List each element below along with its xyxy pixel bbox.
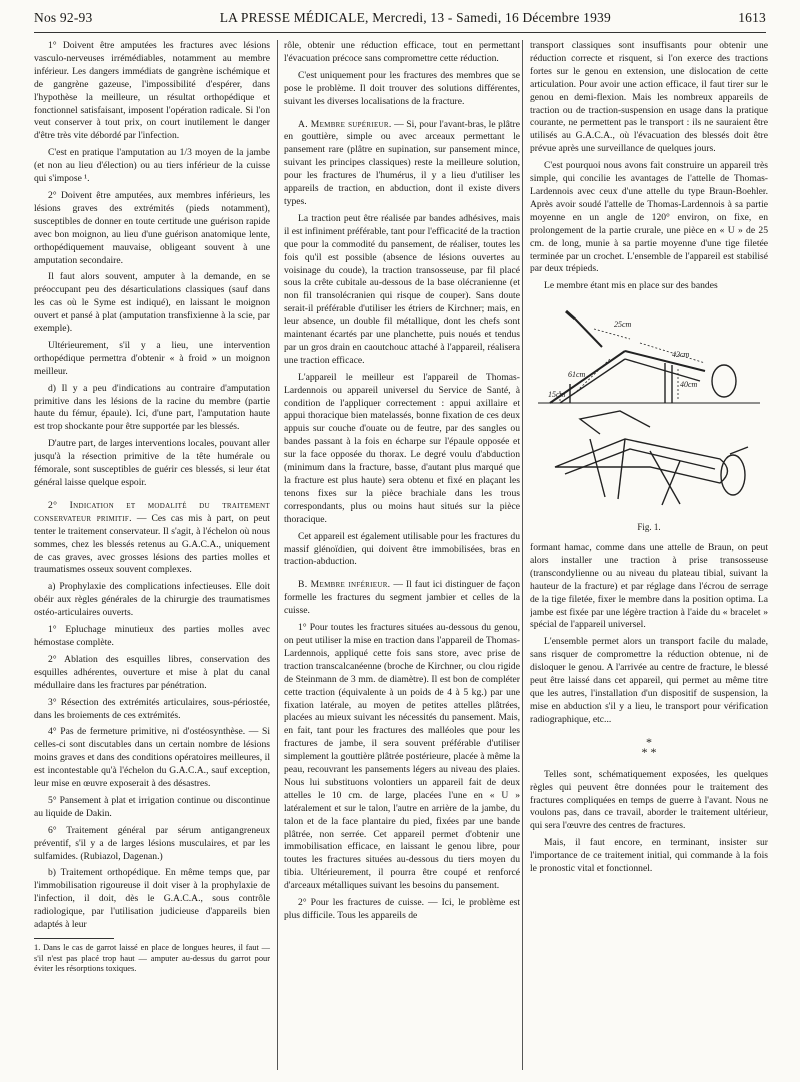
paragraph: C'est uniquement pour les fractures des membres que se pose le problème. Il doit trouver des solutions différentes, suivant les diverses localisations de la fracture. [284, 69, 520, 107]
paragraph: C'est pourquoi nous avons fait construire un appareil très simple, qui concilie les avantages de l'attelle de Thomas-Lardennois avec ceux d'une attelle du type Braun-Boehler. Après avoir soudé l'attelle de Thomas-Lardennois à sa partie moyenne en un angle de 120° environ, on fixe, en prolongement de la partie crurale, une pièce en « U » de 25 cm. de long, munie à sa partie moyenne d'une tige filetée terminée par un crochet. L'ensemble de l'appareil est stabilisé par deux trépieds. [530, 160, 768, 275]
paragraph-text: — Si, pour l'avant-bras, le plâtre en gouttière, simple ou avec arceaux permettant le pansement rare (plâtre en supination, sur pansement mince, suivant les principes classiques) reste la meilleure solution, pour les fractures de l'humérus, il y a lieu d'utiliser les appareils de traction, en abduction, dont il existe divers types. [284, 118, 520, 207]
paragraph: 2° Ablation des esquilles libres, conservation des esquilles adhérentes, ouverture et mise à plat du canal médullaire dans les fractures par pénétration. [34, 653, 270, 691]
paragraph-text: — Ces cas mis à part, on peut tenter le traitement conservateur. Il s'agit, à l'échelon où nous sommes, chez les blessés retenus au G.A.C.A., uniquement de cas graves, avec grosses lésions des parties molles et traumatismes osseux souvent complexes. [34, 512, 270, 576]
paragraph: Mais, il faut encore, en terminant, insister sur l'importance de ce traitement initial, qui commande à la fois le pronostic vital et fonctionnel. [530, 837, 768, 875]
page-header [34, 10, 766, 30]
paragraph: b) Traitement orthopédique. En même temps que, par l'immobilisation rigoureuse il doit viser à la prophylaxie de l'infection, il doit, dès le G.A.C.A., sous contrôle radiologique, par l'utilisation judicieuse d'appareils bien adaptés à leur [34, 867, 270, 931]
paragraph: Le membre étant mis en place sur des bandes [544, 280, 718, 292]
journal-title: LA PRESSE MÉDICALE, Mercredi, 13 - Samedi, 16 Décembre 1939 [219, 10, 611, 25]
column-3 [530, 40, 768, 1076]
paragraph: formant hamac, comme dans une attelle de Braun, on peut alors installer une traction à prise transosseuse (transcondylienne ou au niveau du plateau tibial, suivant la hauteur de la fracture) et par réglage dans l'écrou de serrage de la tige filetée, fixer le membre dans la position optima. La jambe est fixée par une légère traction à l'aide du « bracelet » spécial de l'appareil universel. [530, 542, 768, 631]
section-heading: 2° Indication et modalité du traitement conservateur primitif. [34, 499, 270, 524]
paragraph: 1° Epluchage minutieux des parties molles avec hémostase complète. [34, 624, 270, 648]
column-divider [522, 40, 523, 1070]
paragraph: 1° Doivent être amputées les fractures avec lésions vasculo-nerveuses irrémédiables, notamment au membre inférieur. Les dangers immédiats de gangrène ischémique et de gangrène gazeuse, l'impossibilité d'espérer, dans l'hypothèse la meilleure, un résultat orthopédique et fonctionnel satisfaisant, imposent l'opération radicale. Si l'on veut conserver à tout prix, on court inutilement le danger d'être très vite débordé par l'infection. [34, 40, 270, 142]
paragraph: Cet appareil est également utilisable pour les fractures du massif glénoïdien, qui doivent être immobilisées, bras en traction-abduction. [284, 530, 520, 568]
separator-star: * [646, 734, 652, 749]
column-divider [277, 40, 278, 1070]
paragraph: 6° Traitement général par sérum antigangreneux préventif, s'il y a de larges lésions musculaires, et par les sulfamides. (Rubiazol, Dagenan.) [34, 824, 270, 862]
footnote: 1. Dans le cas de garrot laissé en place de longues heures, il faut — s'il n'est pas placé trop haut — amputer au-dessus du garrot pour éviter les résorptions toxiques. [34, 943, 270, 974]
splint-figure [530, 299, 768, 534]
paragraph: rôle, obtenir une réduction efficace, tout en permettant l'évacuation précoce sans compromettre cette réduction. [284, 40, 520, 64]
section-paragraph [34, 500, 270, 577]
paragraph: 5° Pansement à plat et irrigation continue ou discontinue au liquide de Dakin. [34, 794, 270, 819]
paragraph: 4° Pas de fermeture primitive, ni d'ostéosynthèse. — Si celles-ci sont discutables dans un certain nombre de lésions moins graves et dans des conditions opératoires meilleures, il est incontestable qu'à l'échelon du G.A.C.A., sauf exception, leur mise en œuvre exposerait à des désastres. [34, 726, 270, 790]
section-heading: A. Membre supérieur. [298, 118, 392, 130]
paragraph: transport classiques sont insuffisants pour obtenir une réduction correcte et risquent, si l'on exerce des tractions fortes sur le genou en extension, une dislocation de cette articulation. Pour avoir une action efficace, il faut tirer sur le genou en demi-flexion. Mais les nombreux appareils de traction ou de traction-suspension en usage dans la pratique courante, ne permettent pas le transport : ils ne sauraient être utilisés au G.A.C.A., où l'évacuation des blessés doit être prévue après une surveillance de quelques jours. [530, 40, 768, 155]
figure-caption: Fig. 1. [637, 522, 661, 533]
splint-illustration [530, 299, 768, 514]
footnote-rule [34, 938, 114, 939]
paragraph: 3° Résection des extrémités articulaires, sous-périostée, dans les broiements de ces extrémités. [34, 696, 270, 721]
paragraph: a) Prophylaxie des complications infectieuses. Elle doit obéir aux règles générales de la chirurgie des traumatismes ostéo-articulaires ouverts. [34, 581, 270, 619]
paragraph: 2° Doivent être amputées, aux membres inférieurs, les lésions graves des extrémités (pieds notamment), susceptibles de donner en toute certitude une guérison rapide avec bon moignon, au lieu d'une guérison anatomique lente, orthopédiquement mauvaise, obligeant souvent à une amputation secondaire. [34, 189, 270, 266]
paragraph: La traction peut être réalisée par bandes adhésives, mais il est infiniment préférable, tant pour l'efficacité de la traction que pour la commodité du pansement, de réaliser, toutes les fois qu'il est possible (absence de lésions ouvertes au voisinage du coude), la traction transosseuse, par fil placé sous la crête cubitale au-dessous de la base olécranienne (et non fil transolécranien qui risque de couper). Sans doute serait-il préférable d'utiliser les étriers de Kirchner; mais, en leur absence, un double fil métallique, dont les chefs sont maintenant écartés par une planchette, puis noués et tendus par un gros drain en caoutchouc attaché à l'appareil, réalisera une traction efficace. [284, 212, 520, 366]
dimension-label: 40cm [680, 380, 698, 390]
paragraph: D'autre part, de larges interventions locales, pouvant aller jusqu'à la résection primitive de la tête humérale ou fémorale, sont susceptibles de guérir ces blessés, si leur état général laisse quelque espoir. [34, 438, 270, 488]
paragraph: Telles sont, schématiquement exposées, les quelques règles qui peuvent être données pour le traitement des fractures compliquées en temps de guerre à l'avant. Nous ne voulons pas, dans ce travail, aborder le traitement ultérieur, qui sera l'œuvre des centres de fractures. [530, 768, 768, 832]
paragraph: L'ensemble permet alors un transport facile du malade, sans risquer de compromettre la réduction obtenue, ni de disloquer le genou. A l'arrivée au centre de fracture, le blessé peut être laissé dans cet appareil, qui permet au même titre que les autres, l'installation d'un dispositif de suspension, la mise en abduction s'il y a lieu, le transport pour vérification radiographique, etc... [530, 636, 768, 725]
dimension-label: 61cm [568, 370, 586, 380]
paragraph: Il faut alors souvent, amputer à la demande, en se préoccupant peu des désarticulations classiques (sauf dans les cas où le Syme est indiqué), en laissant le moignon ouvert et pansé à plat (amputation transfixienne à la scie, par exemple). [34, 271, 270, 335]
paragraph: L'appareil le meilleur est l'appareil de Thomas-Lardennois ou appareil universel du Service de Santé, à condition de l'appliquer correctement : appui axillaire et appui thoracique bien matelassés, bonne fixation de ces deux appuis sur couche d'ouate ou de feutre, par des sangles ou bandes passant à la fois en écharpe sur l'épaule opposée et sur la face opposée du thorax. Le degré voulu d'abduction (minimum dans la fracture, basse, d'autant plus marqué que la fracture est plus haute) sera obtenu et fixé en plaçant les tenons fixes sur la pièce brachiale dans les trous correspondants, plus ou moins haut situés sur la pièce thoracique. [284, 371, 520, 525]
dimension-label: 15cm [548, 390, 566, 400]
paragraph: d) Il y a peu d'indications au contraire d'amputation primitive dans les lésions de la racine du membre (partie haute du fémur, épaule). Ici, d'une part, l'amputation haute est trop shockante pour être supportée par les blessés. [34, 382, 270, 433]
paragraph: 1° Pour toutes les fractures situées au-dessous du genou, on peut utiliser la mise en traction dans l'appareil de Thomas-Lardennois, appliqué cette fois sans store, avec prise de traction transcalcanéenne (broche de Kirchner, ou clou rigide de Steinmann de 3 mm. de diamètre). Il est bon de compléter cette traction (équivalente à un poids de 4 à 5 kg.) par une fixation latérale, au moyen de petites attelles plâtrées, placées au mieux suivant les nécessités du pansement. Mais, en fait, tant pour les fractures des malléoles que pour les fractures de jambe, il sera souvent préférable d'utiliser simplement la gouttière plâtrée postérieure, placée à même la peau, recouvrant les pansements légers au niveau des plaies. Nous lui substituons volontiers un appareil fait de deux attelles le 10 cm. de large, placées l'une en « U » latéralement et sur le talon, l'autre en arrière de la jambe, du talon et de la face plantaire du pied, fixées par une bande plâtrée, non serrée. Cet appareil permet d'obtenir une immobilisation efficace, en laissant le genou libre, pour toutes les fractures situées au-dessous du tiers moyen du tibia. Ultérieurement, il pourra être coupé et renforcé d'arceaux métalliques suivant les besoins du pansement. [284, 622, 520, 892]
section-paragraph [284, 119, 520, 209]
paragraph: Ultérieurement, s'il y a lieu, une intervention orthopédique permettra d'obtenir « à froid » un moignon meilleur. [34, 339, 270, 377]
separator-stars: * * [641, 744, 657, 759]
issue-number: Nos 92-93 [34, 10, 93, 25]
section-separator [530, 734, 768, 759]
paragraph: 2° Pour les fractures de cuisse. — Ici, le problème est plus difficile. Tous les appareils de [284, 897, 520, 921]
column-2 [284, 40, 520, 1076]
section-paragraph [284, 579, 520, 618]
header-rule [34, 32, 766, 33]
dimension-label: 42cm [672, 350, 690, 360]
dimension-label: 25cm [614, 320, 632, 330]
page-number: 1613 [738, 10, 766, 25]
paragraph-text: — Il faut ici distinguer de façon formelle les fractures du segment jambier et celles de la cuisse. [284, 579, 520, 617]
section-heading: B. Membre inférieur. [298, 579, 391, 591]
column-1 [34, 40, 270, 1076]
paragraph: C'est en pratique l'amputation au 1/3 moyen de la jambe (et non au lieu d'élection) ou au tiers inférieur de la cuisse qui s'impose ¹. [34, 147, 270, 185]
